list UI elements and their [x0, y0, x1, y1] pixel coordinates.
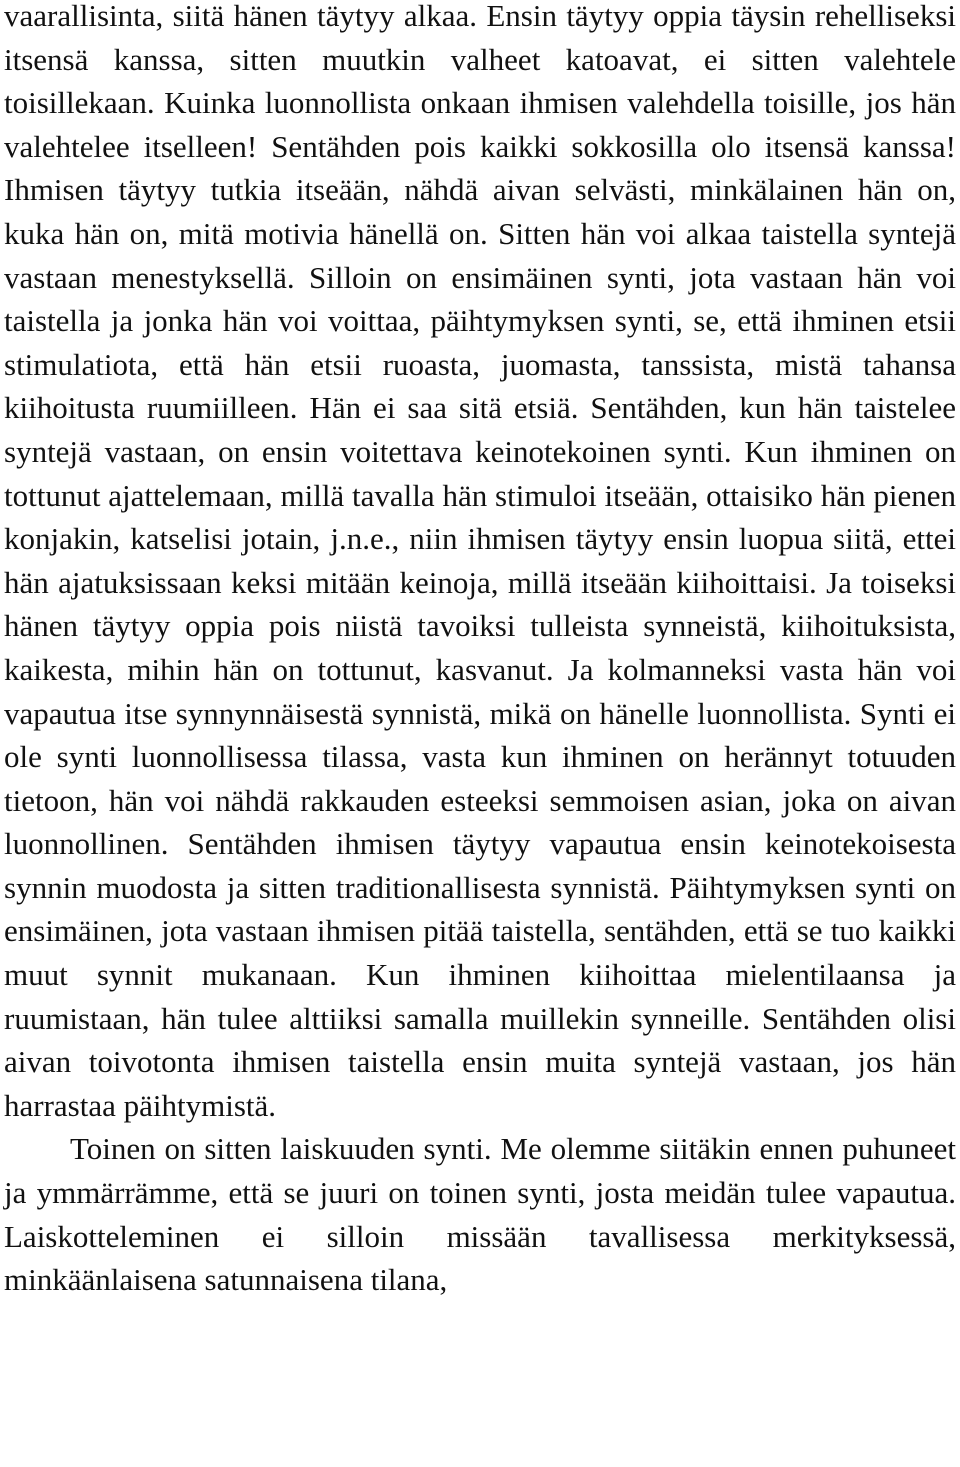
document-page [4, 0, 956, 1302]
paragraph-2: Toinen on sitten laiskuuden synti. Me olemme siitäkin ennen puhuneet ja ymmärrämme, että se juuri on toinen synti, josta meidän tulee vapautua. Laiskotteleminen ei silloin missään tavallisessa merkityksessä, minkäänlaisena satunnaisena tilana, [4, 1131, 956, 1298]
paragraph-1: vaarallisinta, siitä hänen täytyy alkaa. Ensin täytyy oppia täysin rehelliseksi itsensä kanssa, sitten muutkin valheet katoavat, ei sitten valehtele toisillekaan. Kuinka luonnollista onkaan ihmisen valehdella toisille, jos hän valehtelee itselleen! Sentähden pois kaikki sokkosilla olo itsensä kanssa! Ihmisen täytyy tutkia itseään, nähdä aivan selvästi, minkälainen hän on, kuka hän on, mitä motivia hänellä on. Sitten hän voi alkaa taistella syntejä vastaan menestyksellä. Silloin on ensimäinen synti, jota vastaan hän voi taistella ja jonka hän voi voittaa, päihtymyksen synti, se, että ihminen etsii stimulatiota, että hän etsii ruoasta, juomasta, tanssista, mistä tahansa kiihoitusta ruumiilleen. Hän ei saa sitä etsiä. Sentähden, kun hän taistelee syntejä vastaan, on ensin voitettava keinotekoinen synti. Kun ihminen on tottunut ajattelemaan, millä tavalla hän stimuloi itseään, ottaisiko hän pienen konjakin, katselisi jotain, j.n.e., niin ihmisen täytyy ensin luopua siitä, ettei hän ajatuksissaan keksi mitään keinoja, millä itseään kiihoittaisi. Ja toiseksi hänen täytyy oppia pois niistä tavoiksi tulleista synneistä, kiihoituksista, kaikesta, mihin hän on tottunut, kasvanut. Ja kolmanneksi vasta hän voi vapautua itse synnynnäisestä synnistä, mikä on hänelle luonnollista. Synti ei ole synti luonnollisessa tilassa, vasta kun ihminen on herännyt totuuden tietoon, hän voi nähdä rakkauden esteeksi semmoisen asian, joka on aivan luonnollinen. Sentähden ihmisen täytyy vapautua ensin keinotekoisesta synnin muodosta ja sitten traditionallisesta synnistä. Päihtymyksen synti on ensimäinen, jota vastaan ihmisen pitää taistella, sentähden, että se tuo kaikki muut synnit mukanaan. Kun ihminen kiihoittaa mielentilaansa ja ruumistaan, hän tulee alttiiksi samalla muillekin synneille. Sentähden olisi aivan toivotonta ihmisen taistella ensin muita syntejä vastaan, jos hän harrastaa päihtymistä. [4, 0, 956, 1123]
